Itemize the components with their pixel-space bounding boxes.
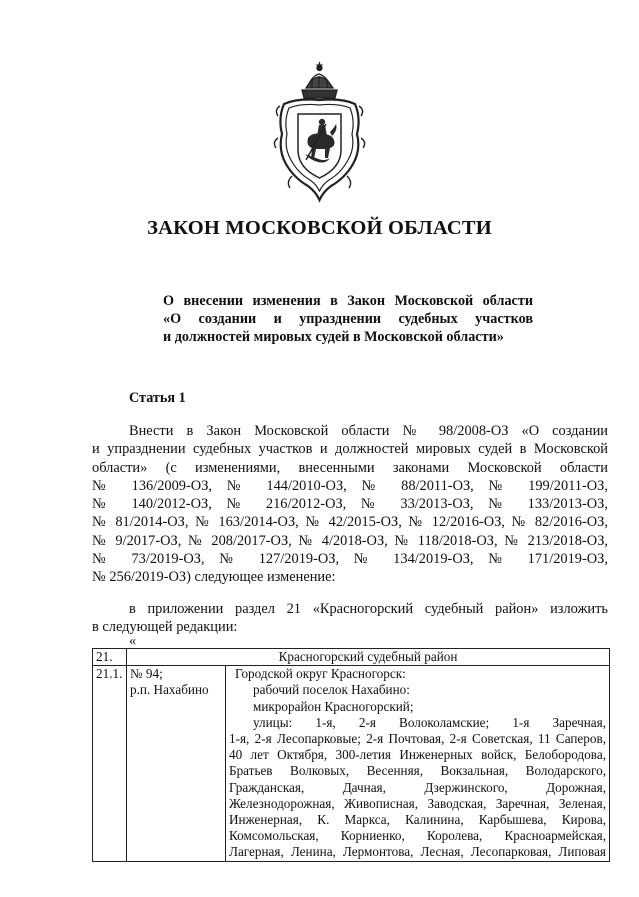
court-section-line: р.п. Нахабино xyxy=(130,682,209,698)
header-number-cell: 21. xyxy=(93,649,127,666)
court-section-line: № 94; xyxy=(130,666,163,682)
territory-line: Железнодорожная, Живописная, Заводская, Заречная, Зеленая, xyxy=(229,795,606,811)
territory-line: 40 лет Октября, 300-летия Инженерных войск, Белобородова, xyxy=(229,747,606,763)
subtitle-line: и должностей мировых судей в Московской области» xyxy=(163,329,504,345)
header-title-cell: Красногорский судебный район xyxy=(127,649,610,666)
paragraph-amendment xyxy=(92,422,608,587)
subtitle-line: О внесении изменения в Закон Московской области xyxy=(163,293,533,309)
table-header-row xyxy=(93,649,610,666)
document-title: ЗАКОН МОСКОВСКОЙ ОБЛАСТИ xyxy=(147,217,492,239)
territory-line: Лагерная, Ленина, Лермонтова, Лесная, Лесопарковая, Липовая xyxy=(229,844,606,860)
paragraph-line: в приложении раздел 21 «Красногорский судебный район» изложить xyxy=(129,601,608,617)
territory-line: микрорайон Красногорский; xyxy=(253,698,414,714)
territory-line: Инженерная, К. Маркса, Калинина, Карбышева, Кирова, xyxy=(229,812,606,828)
law-subtitle xyxy=(163,292,533,346)
row-number-cell: 21.1. xyxy=(93,666,127,861)
court-section-cell xyxy=(127,666,226,861)
paragraph-line: и упразднении судебных участков и должностей мировых судей в Московской xyxy=(92,441,608,458)
opening-quote: « xyxy=(129,633,137,649)
territory-line: улицы: 1-я, 2-я Волоколамские; 1-я Заречная, xyxy=(253,714,606,730)
territory-line: 1-я, 2-я Лесопарковые; 2-я Почтовая, 2-я Советская, 11 Саперов, xyxy=(229,731,606,747)
paragraph-line: № 136/2009-ОЗ, № 144/2010-ОЗ, № 88/2011-ОЗ, № 199/2011-ОЗ, xyxy=(92,477,608,494)
paragraph-line: № 256/2019-ОЗ) следующее изменение: xyxy=(92,569,336,586)
paragraph-instruction xyxy=(92,600,608,637)
territory-line: Братьев Волковых, Весенняя, Вокзальная, Володарского, xyxy=(229,763,606,779)
territory-cell xyxy=(226,666,610,861)
paragraph-line: области» (с изменениями, внесенными законами Московской области xyxy=(92,459,608,476)
paragraph-line: Внести в Закон Московской области № 98/2008-ОЗ «О создании xyxy=(129,423,608,439)
paragraph-line: № 73/2019-ОЗ, № 127/2019-ОЗ, № 134/2019-ОЗ, № 171/2019-ОЗ, xyxy=(92,551,608,568)
court-district-table xyxy=(92,648,610,862)
territory-line: Гражданская, Дачная, Дзержинского, Дорожная, xyxy=(229,779,606,795)
coat-of-arms-emblem xyxy=(272,58,367,208)
paragraph-line: № 9/2017-ОЗ, № 208/2017-ОЗ, № 4/2018-ОЗ, № 118/2018-ОЗ, № 213/2018-ОЗ, xyxy=(92,532,608,549)
subtitle-line: «О создании и упразднении судебных участков xyxy=(163,311,533,327)
paragraph-line: в следующей редакции: xyxy=(92,619,238,636)
territory-line: рабочий поселок Нахабино: xyxy=(253,682,410,698)
table-row xyxy=(93,666,610,861)
article-heading: Статья 1 xyxy=(129,390,186,406)
territory-line: Городской округ Красногорск: xyxy=(235,666,406,682)
paragraph-line: № 81/2014-ОЗ, № 163/2014-ОЗ, № 42/2015-ОЗ, № 12/2016-ОЗ, № 82/2016-ОЗ, xyxy=(92,514,608,531)
paragraph-line: № 140/2012-ОЗ, № 216/2012-ОЗ, № 33/2013-ОЗ, № 133/2013-ОЗ, xyxy=(92,496,608,513)
territory-line: Комсомольская, Корниенко, Королева, Красноармейская, xyxy=(229,828,606,844)
